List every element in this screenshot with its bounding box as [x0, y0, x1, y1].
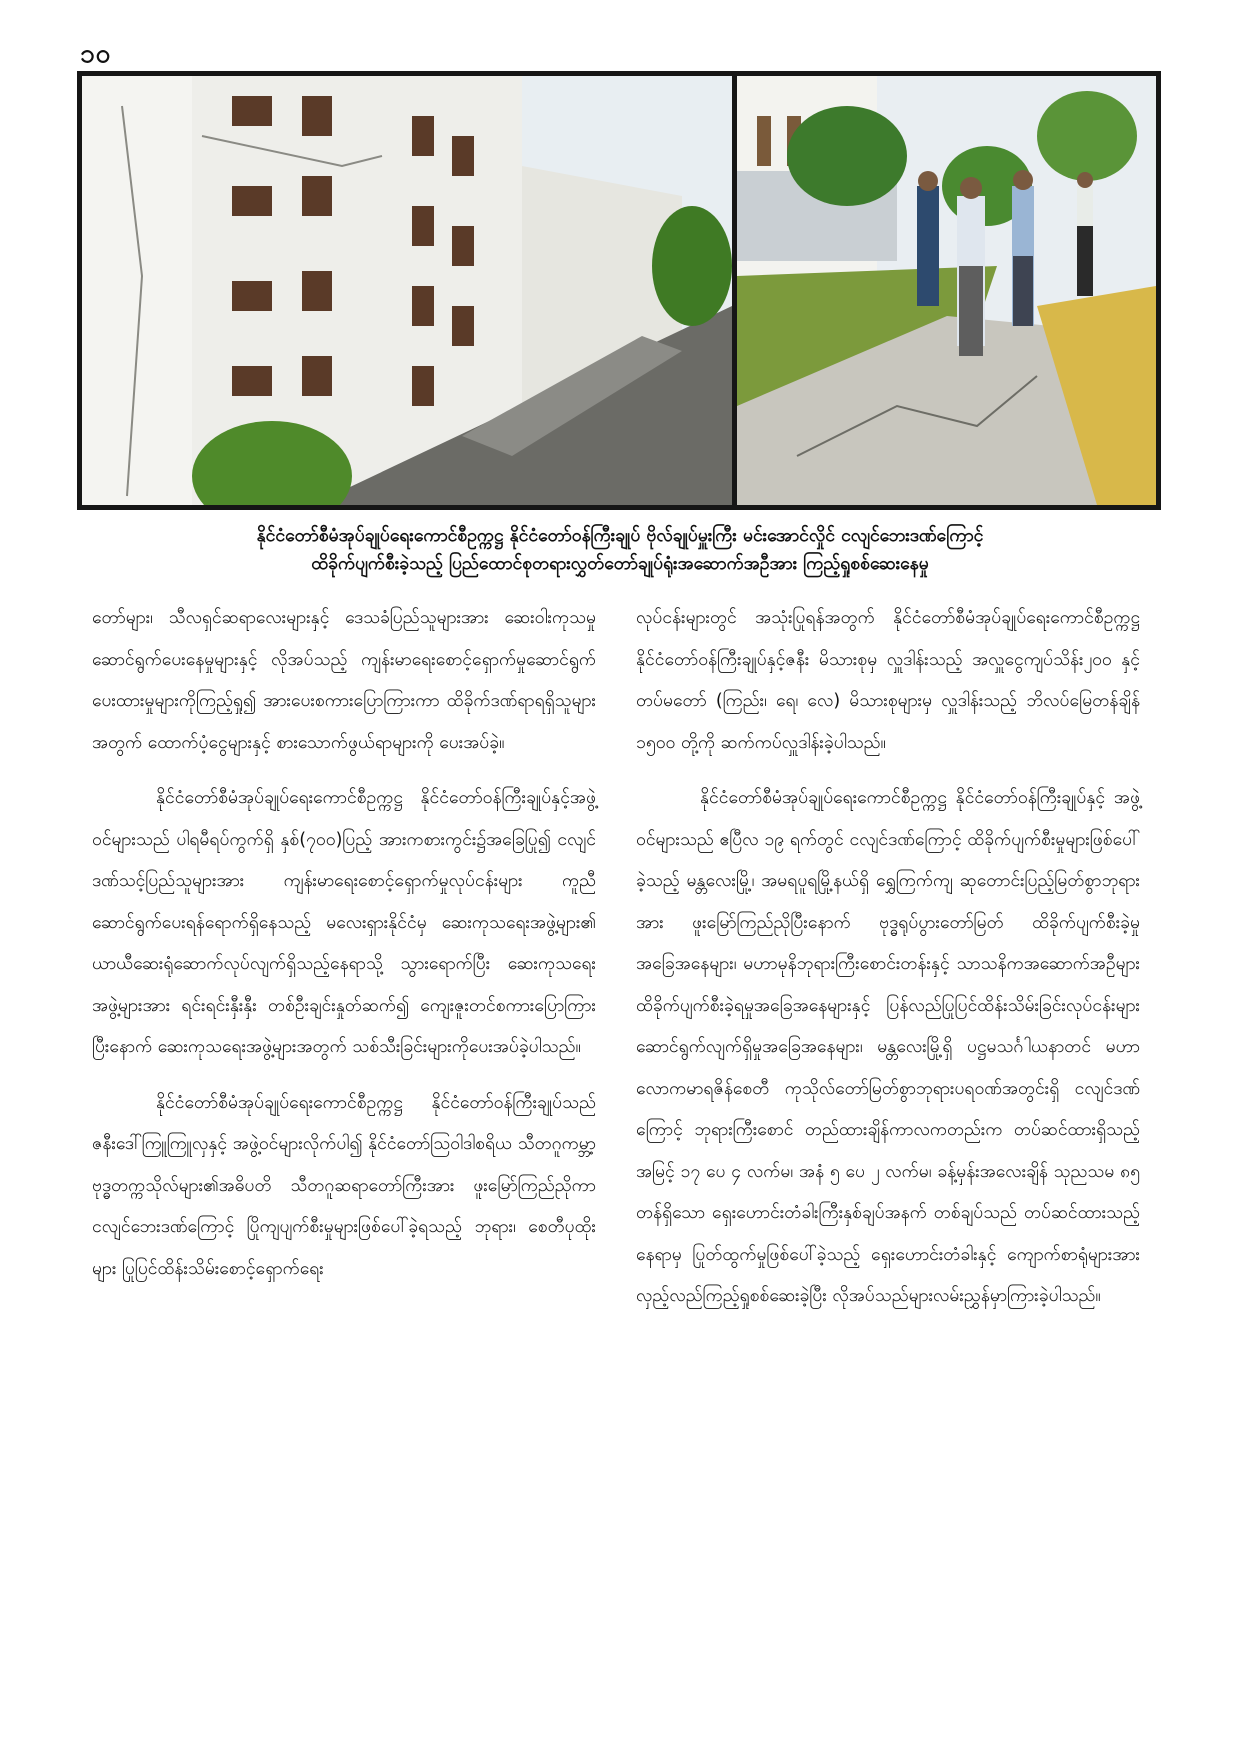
- damaged-building-illustration: [82, 76, 732, 505]
- page-number: ၁၀: [80, 39, 112, 69]
- article-paragraph: နိုင်ငံတော်စီမံအုပ်ချုပ်ရေးကောင်စီဥက္ကဋ္ဌ နိုင်ငံတော်ဝန်ကြီးချုပ်သည် ဇနီးဒေါ်ကြူကြူလှနှင့် အဖွဲ့ဝင်များလိုက်ပါ၍ နိုင်ငံတော်သြဝါဒါစရိယ သီတဂူကမ္ဘာ့ဗုဒ္ဓတက္ကသိုလ်များ၏အဓိပတိ သီတဂူဆရာတော်ကြီးအား ဖူးမြော်ကြည်ညိုကာ ငလျင်ဘေးဒဏ်ကြောင့် ပြိုကျပျက်စီးမှုများဖြစ်ပေါ်ခဲ့ရသည့် ဘုရား၊ စေတီပုထိုးများ ပြုပြင်ထိန်းသိမ်းစောင့်ရှောက်ရေး: [92, 1092, 596, 1279]
- article-column-right: [636, 598, 1140, 1332]
- photo-banner: [77, 71, 1161, 510]
- caption-line-1: နိုင်ငံတော်စီမံအုပ်ချုပ်ရေးကောင်စီဥက္ကဋ္ဌ နိုင်ငံတော်ဝန်ကြီးချုပ် ဗိုလ်ချုပ်မှူးကြီး မင်းအောင်လှိုင် ငလျင်ဘေးဒဏ်ကြောင့်: [256, 526, 984, 546]
- article-paragraph: တော်များ၊ သီလရှင်ဆရာလေးများနှင့် ဒေသခံပြည်သူများအား ဆေးဝါးကုသမှုဆောင်ရွက်ပေးနေမှုများနှင့် လိုအပ်သည့် ကျန်းမာရေးစောင့်ရှောက်မှုဆောင်ရွက်ပေးထားမှုများကိုကြည့်ရှု၍ အားပေးစကားပြောကြားကာ ထိခိုက်ဒဏ်ရာရရှိသူများအတွက် ထောက်ပံ့ငွေများနှင့် စားသောက်ဖွယ်ရာများကို ပေးအပ်ခဲ့။: [92, 608, 596, 753]
- photo-damaged-building: [82, 76, 732, 505]
- photo-officials-inspection: [737, 76, 1156, 505]
- caption-line-2: ထိခိုက်ပျက်စီးခဲ့သည့် ပြည်ထောင်စုတရားလွှတ်တော်ချုပ်ရုံးအဆောက်အဦအား ကြည့်ရှုစစ်ဆေးနေမှု: [311, 554, 929, 574]
- officials-inspection-illustration: [737, 76, 1156, 505]
- article-paragraph: နိုင်ငံတော်စီမံအုပ်ချုပ်ရေးကောင်စီဥက္ကဋ္ဌ နိုင်ငံတော်ဝန်ကြီးချုပ်နှင့်အဖွဲ့ဝင်များသည် ပါရမီရပ်ကွက်ရှိ နှစ်(၇၀၀)ပြည့် အားကစားကွင်း၌အခြေပြု၍ ငလျင်ဒဏ်သင့်ပြည်သူများအား ကျန်းမာရေးစောင့်ရှောက်မှုလုပ်ငန်းများ ကူညီဆောင်ရွက်ပေးရန်ရောက်ရှိနေသည့် မလေးရှားနိုင်ငံမှ ဆေးကုသရေးအဖွဲ့များ၏ ယာယီဆေးရုံဆောက်လုပ်လျက်ရှိသည့်နေရာသို့ သွားရောက်ပြီး ဆေးကုသရေးအဖွဲ့များအား ရင်းရင်းနှီးနှီး တစ်ဦးချင်းနှုတ်ဆက်၍ ကျေးဇူးတင်စကားပြောကြားပြီးနောက် ဆေးကုသရေးအဖွဲ့များအတွက် သစ်သီးခြင်းများကိုပေးအပ်ခဲ့ပါသည်။: [92, 788, 596, 1057]
- article-paragraph: လုပ်ငန်းများတွင် အသုံးပြုရန်အတွက် နိုင်ငံတော်စီမံအုပ်ချုပ်ရေးကောင်စီဥက္ကဋ္ဌ နိုင်ငံတော်ဝန်ကြီးချုပ်နှင့်ဇနီး မိသားစုမှ လှူဒါန်းသည့် အလှူငွေကျပ်သိန်း၂၀၀ နှင့် တပ်မတော် (ကြည်း၊ ရေ၊ လေ) မိသားစုများမှ လှူဒါန်းသည့် ဘိလပ်မြေတန်ချိန် ၁၅၀၀ တို့ကို ဆက်ကပ်လှူဒါန်းခဲ့ပါသည်။: [636, 608, 1140, 753]
- article-paragraph: နိုင်ငံတော်စီမံအုပ်ချုပ်ရေးကောင်စီဥက္ကဋ္ဌ နိုင်ငံတော်ဝန်ကြီးချုပ်နှင့် အဖွဲ့ဝင်များသည် ဧပြီလ ၁၉ ရက်တွင် ငလျင်ဒဏ်ကြောင့် ထိခိုက်ပျက်စီးမှုများဖြစ်ပေါ်ခဲ့သည့် မန္တလေးမြို့၊ အမရပူရမြို့နယ်ရှိ ရွှေကြက်ကျ ဆုတောင်းပြည့်မြတ်စွာဘုရားအား ဖူးမြော်ကြည်ညိုပြီးနောက် ဗုဒ္ဓရုပ်ပွားတော်မြတ် ထိခိုက်ပျက်စီးခဲ့မှုအခြေအနေများ၊ မဟာမုနိဘုရားကြီးစောင်းတန်းနှင့် သာသနိကအဆောက်အဦများ ထိခိုက်ပျက်စီးခဲ့ရမှုအခြေအနေများနှင့် ပြန်လည်ပြုပြင်ထိန်းသိမ်းခြင်းလုပ်ငန်းများ ဆောင်ရွက်လျက်ရှိမှုအခြေအနေများ၊ မန္တလေးမြို့ရှိ ပဋ္ဌမသင်္ဂါယနာတင် မဟာလောကမာရဇိန်စေတီ ကုသိုလ်တော်မြတ်စွာဘုရားပရဝဏ်အတွင်းရှိ ငလျင်ဒဏ်ကြောင့် ဘုရားကြီးစောင် တည်ထားချိန်ကာလကတည်းက တပ်ဆင်ထားရှိသည့် အမြင့် ၁၇ ပေ ၄ လက်မ၊ အနံ ၅ ပေ ၂ လက်မ၊ ခန့်မှန်းအလေးချိန် သုညသမ ၈၅ တန်ရှိသော ရှေးဟောင်းတံခါးကြီးနှစ်ချပ်အနက် တစ်ချပ်သည် တပ်ဆင်ထားသည့်နေရာမှ ပြုတ်ထွက်မှုဖြစ်ပေါ်ခဲ့သည့် ရှေးဟောင်းတံခါးနှင့် ကျောက်စာရုံများအား လှည့်လည်ကြည့်ရှုစစ်ဆေးခဲ့ပြီး လိုအပ်သည်များလမ်းညွှန်မှာကြားခဲ့ပါသည်။: [636, 788, 1140, 1306]
- article-column-left: [92, 598, 596, 1304]
- photo-caption: [90, 522, 1150, 578]
